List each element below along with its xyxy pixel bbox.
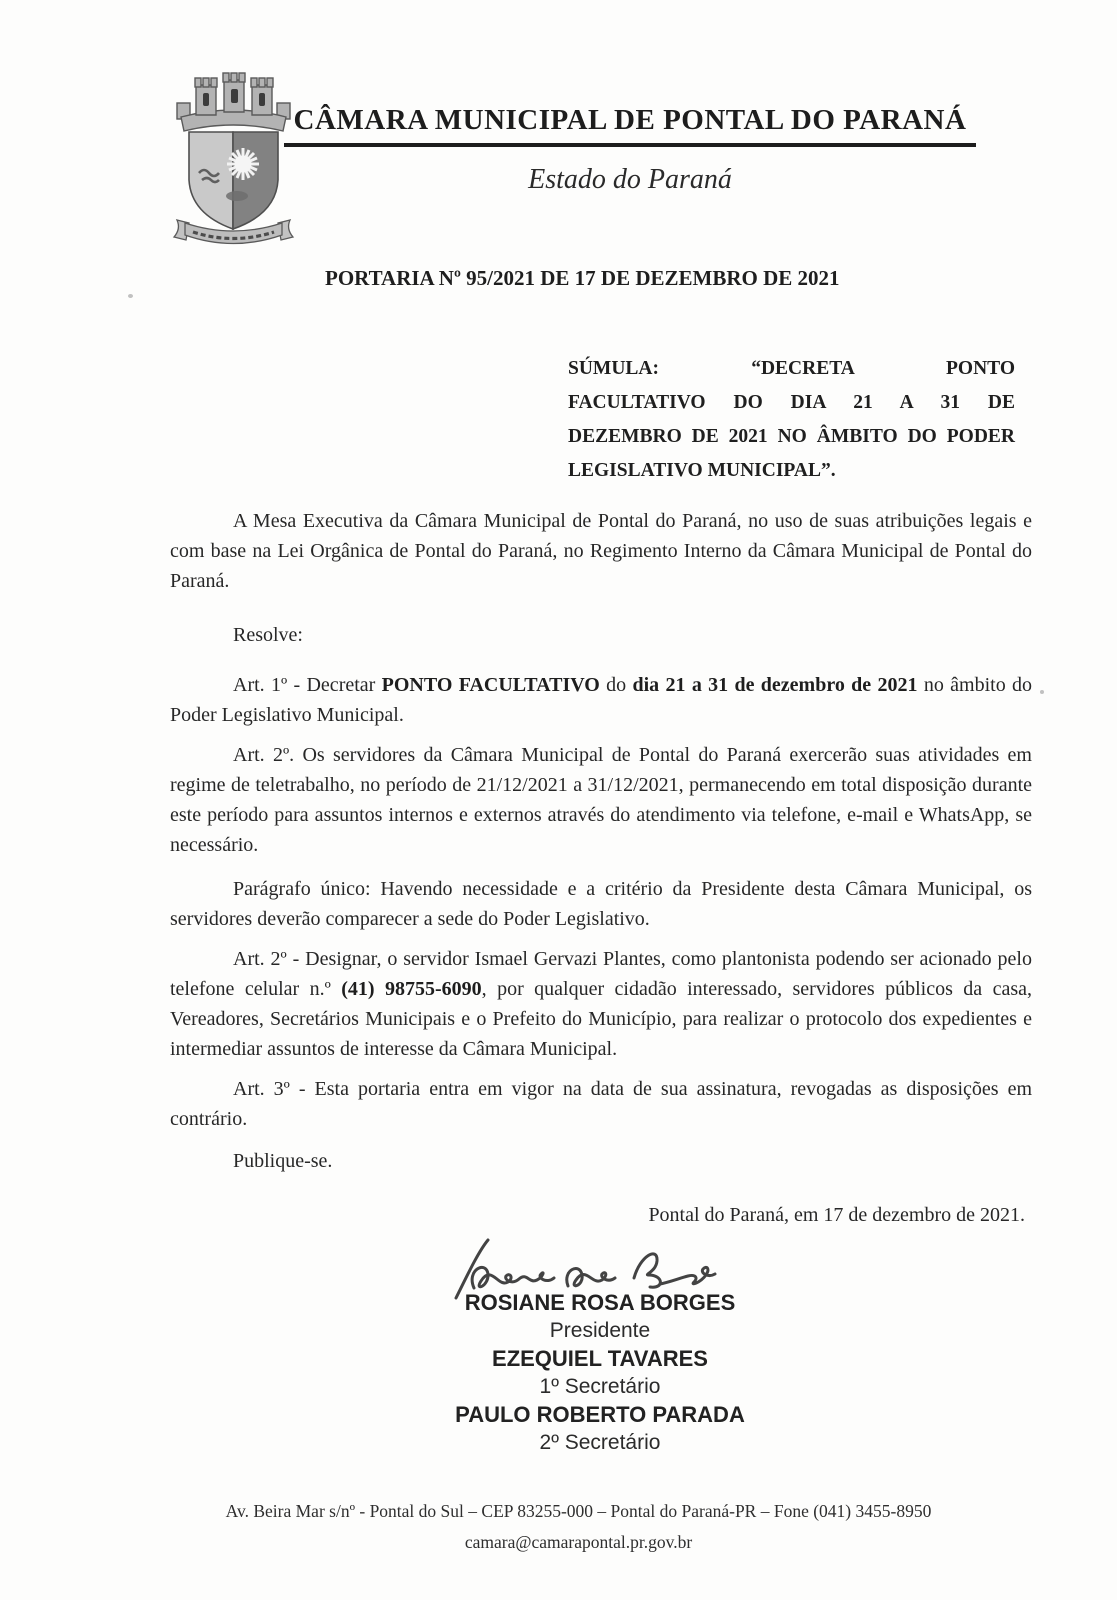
article-2b-text: Art. 2º - Designar, o servidor Ismael Gervazi Plantes, como plantonista podendo ser acionado pelo telefone celular n.º	[170, 948, 1032, 1000]
signatory-role: 2º Secretário	[539, 1431, 661, 1454]
article-1-text: do	[599, 674, 633, 696]
organization-title: CÂMARA MUNICIPAL DE PONTAL DO PARANÁ	[284, 104, 977, 147]
organization-subtitle: Estado do Paraná	[528, 164, 732, 195]
document-heading: PORTARIA Nº 95/2021 DE 17 DE DEZEMBRO DE 2021	[325, 266, 840, 290]
article-2-paragraph: Art. 2º. Os servidores da Câmara Municipal de Pontal do Paraná exercerão suas atividades em regime de teletrabalho, no período de 21/12/2021 a 31/12/2021, permanecendo em total disposição durante este período para assuntos internos e externos através do atendimento via telefone, e-mail e WhatsApp, se necessário.	[170, 744, 1032, 856]
signatory-name: PAULO ROBERTO PARADA	[455, 1402, 745, 1427]
sumula-line: LEGISLATIVO MUNICIPAL”.	[568, 460, 836, 481]
footer-email: camara@camarapontal.pr.gov.br	[464, 1532, 693, 1552]
scan-speck	[128, 294, 133, 298]
publish-line: Publique-se.	[233, 1150, 333, 1172]
signatory-name: EZEQUIEL TAVARES	[492, 1346, 708, 1371]
preamble-paragraph: A Mesa Executiva da Câmara Municipal de Pontal do Paraná, no uso de suas atribuições legais e com base na Lei Orgânica de Pontal do Paraná, no Regimento Interno da Câmara Municipal de Pontal do Paraná.	[170, 510, 1032, 592]
sumula-line: SÚMULA: “DECRETA PONTO	[568, 358, 1015, 379]
article-1-paragraph	[170, 670, 1032, 730]
signatory-role: Presidente	[549, 1319, 651, 1342]
sumula-line: FACULTATIVO DO DIA 21 A 31 DE	[568, 392, 1015, 413]
scan-speck	[1040, 690, 1044, 694]
letterhead	[250, 104, 1010, 196]
article-1-bold-periodo: dia 21 a 31 de dezembro de 2021	[632, 674, 918, 696]
article-2b-paragraph	[170, 944, 1032, 1064]
signatory-role: 1º Secretário	[539, 1375, 661, 1398]
article-1-text: no âmbito do Poder Legislativo Municipal.	[170, 674, 1033, 726]
article-2b-text: , por qualquer cidadão interessado, servidores públicos da casa, Vereadores, Secretários Municipais e o Prefeito do Município, para realizar o protocolo dos expedientes e intermediar assuntos de interesse da Câmara Municipal.	[170, 978, 1032, 1060]
footer-address: Av. Beira Mar s/nº - Pontal do Sul – CEP 83255-000 – Pontal do Paraná-PR – Fone (041) 3455-8950	[225, 1501, 932, 1521]
document-footer	[60, 1496, 1097, 1558]
signatory-name: ROSIANE ROSA BORGES	[464, 1290, 736, 1315]
signature-block	[380, 1289, 820, 1457]
sumula-block	[568, 352, 1015, 488]
article-1-text: Art. 1º - Decretar	[233, 674, 382, 696]
article-2b-bold-phone: (41) 98755-6090	[341, 978, 482, 1000]
resolve-line: Resolve:	[233, 624, 303, 646]
sole-paragraph: Parágrafo único: Havendo necessidade e a critério da Presidente desta Câmara Municipal, os servidores deverão comparecer a sede do Poder Legislativo.	[170, 878, 1032, 930]
place-date-line: Pontal do Paraná, em 17 de dezembro de 2021.	[648, 1204, 1025, 1226]
article-3-paragraph: Art. 3º - Esta portaria entra em vigor na data de sua assinatura, revogadas as disposições em contrário.	[170, 1078, 1032, 1130]
sumula-line: DEZEMBRO DE 2021 NO ÂMBITO DO PODER	[568, 426, 1015, 447]
article-1-bold-ponto-facultativo: PONTO FACULTATIVO	[381, 674, 600, 696]
